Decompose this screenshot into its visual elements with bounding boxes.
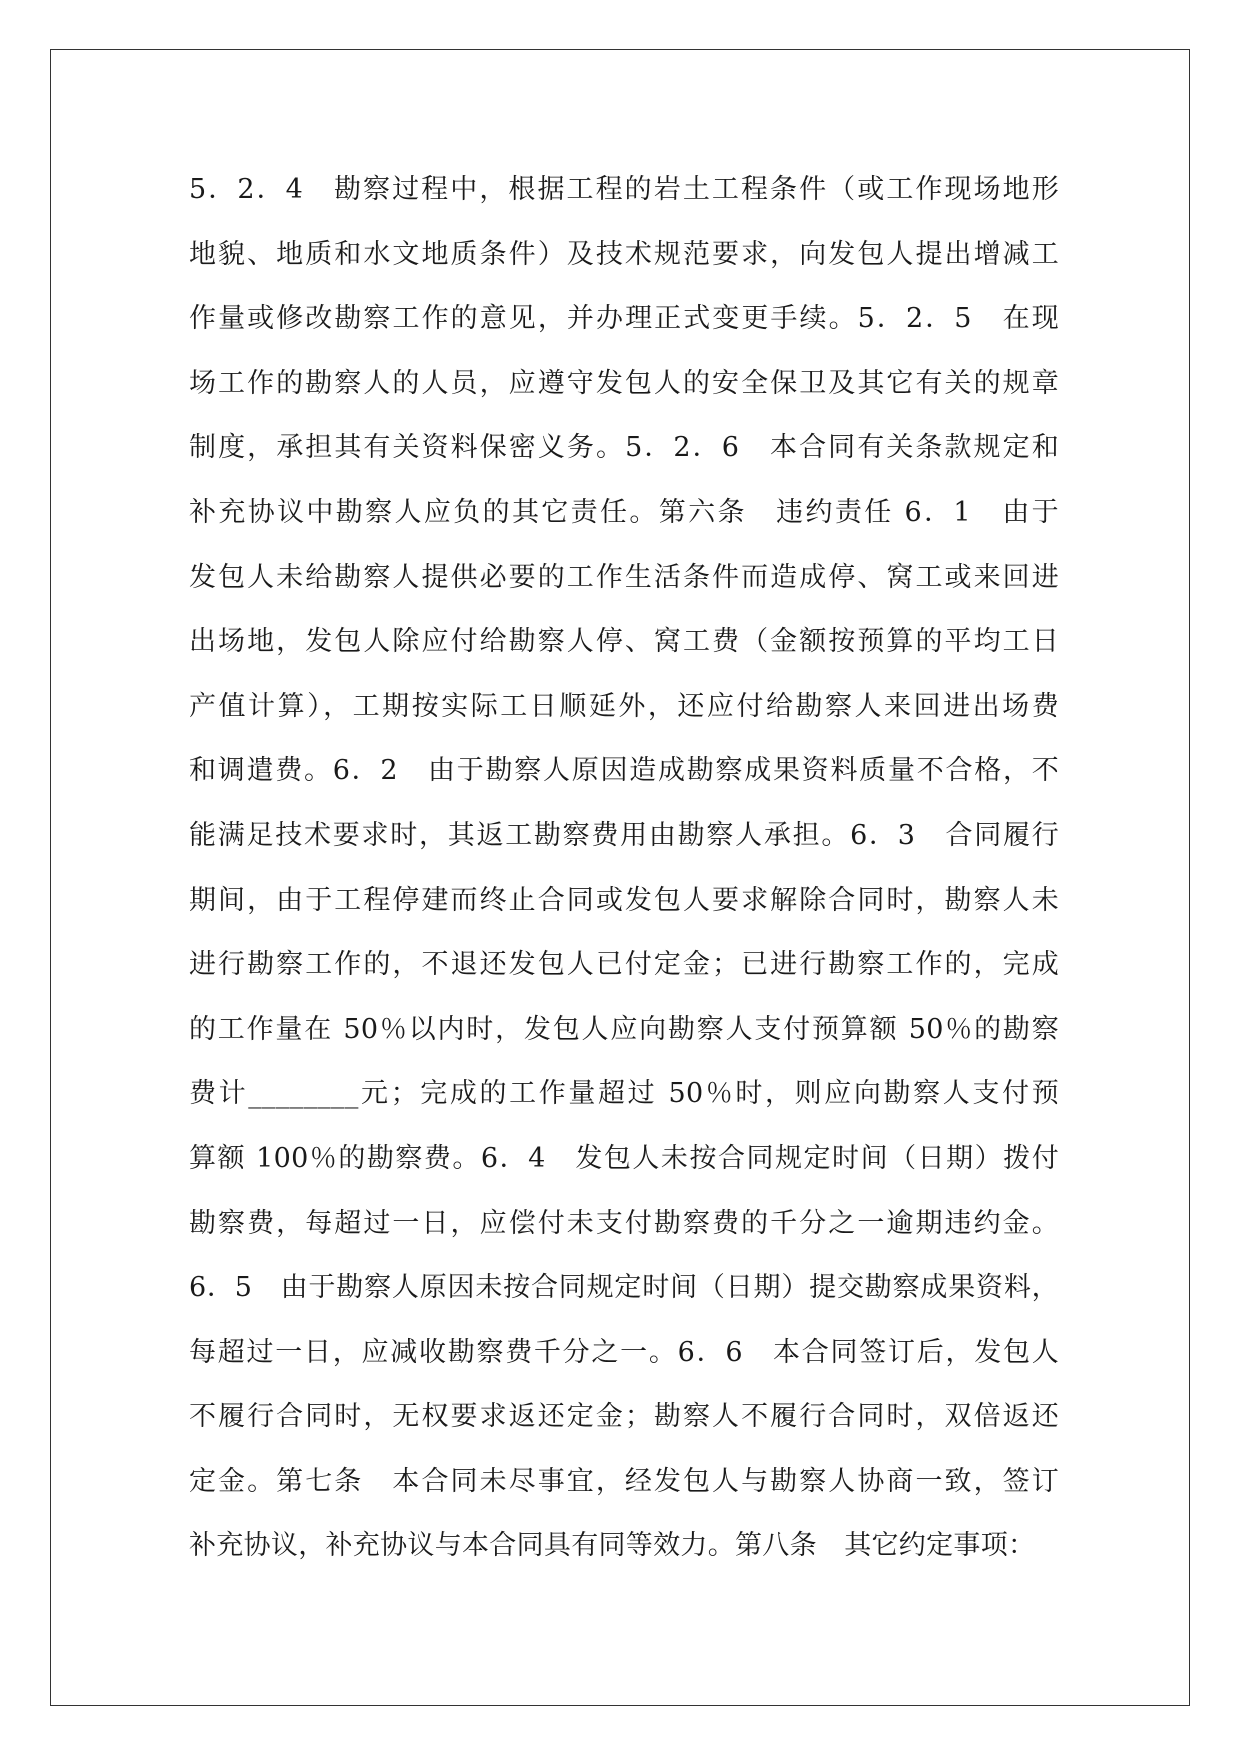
text-line: 不履行合同时，无权要求返还定金；勘察人不履行合同时，双倍返还 xyxy=(189,1401,1059,1433)
text-line: 作量或修改勘察工作的意见，并办理正式变更手续。5．2．5 在现 xyxy=(189,303,1059,335)
text-line: 勘察费，每超过一日，应偿付未支付勘察费的千分之一逾期违约金。 xyxy=(189,1207,1059,1239)
text-line: 补充协议，补充协议与本合同具有同等效力。第八条 其它约定事项： xyxy=(189,1530,1036,1562)
text-line: 算额 100％的勘察费。6．4 发包人未按合同规定时间（日期）拨付 xyxy=(189,1142,1059,1174)
text-line: 出场地，发包人除应付给勘察人停、窝工费（金额按预算的平均工日 xyxy=(189,626,1059,658)
text-line: 能满足技术要求时，其返工勘察费用由勘察人承担。6．3 合同履行 xyxy=(189,819,1059,851)
text-line: 产值计算），工期按实际工日顺延外，还应付给勘察人来回进出场费 xyxy=(189,690,1059,722)
text-line: 每超过一日，应减收勘察费千分之一。6．6 本合同签订后，发包人 xyxy=(189,1336,1059,1368)
text-line: 地貌、地质和水文地质条件）及技术规范要求，向发包人提出增减工 xyxy=(189,238,1059,270)
text-line: 进行勘察工作的，不退还发包人已付定金；已进行勘察工作的，完成 xyxy=(189,949,1059,981)
text-line: 补充协议中勘察人应负的其它责任。第六条 违约责任 6．1 由于 xyxy=(189,496,1059,528)
contract-body-text xyxy=(189,158,1059,1579)
text-line: 定金。第七条 本合同未尽事宜，经发包人与勘察人协商一致，签订 xyxy=(189,1465,1059,1497)
text-line: 和调遣费。6．2 由于勘察人原因造成勘察成果资料质量不合格，不 xyxy=(189,755,1059,787)
text-line: 费计________元；完成的工作量超过 50％时，则应向勘察人支付预 xyxy=(189,1078,1059,1110)
text-line: 场工作的勘察人的人员，应遵守发包人的安全保卫及其它有关的规章 xyxy=(189,367,1059,399)
text-line: 的工作量在 50％以内时，发包人应向勘察人支付预算额 50％的勘察 xyxy=(189,1013,1059,1045)
text-line: 5．2．4 勘察过程中，根据工程的岩土工程条件（或工作现场地形 xyxy=(189,174,1059,205)
text-line: 期间，由于工程停建而终止合同或发包人要求解除合同时，勘察人未 xyxy=(189,884,1059,916)
text-line: 发包人未给勘察人提供必要的工作生活条件而造成停、窝工或来回进 xyxy=(189,561,1059,593)
text-line: 制度，承担其有关资料保密义务。5．2．6 本合同有关条款规定和 xyxy=(189,432,1059,464)
text-line: 6．5 由于勘察人原因未按合同规定时间（日期）提交勘察成果资料， xyxy=(189,1272,1059,1304)
